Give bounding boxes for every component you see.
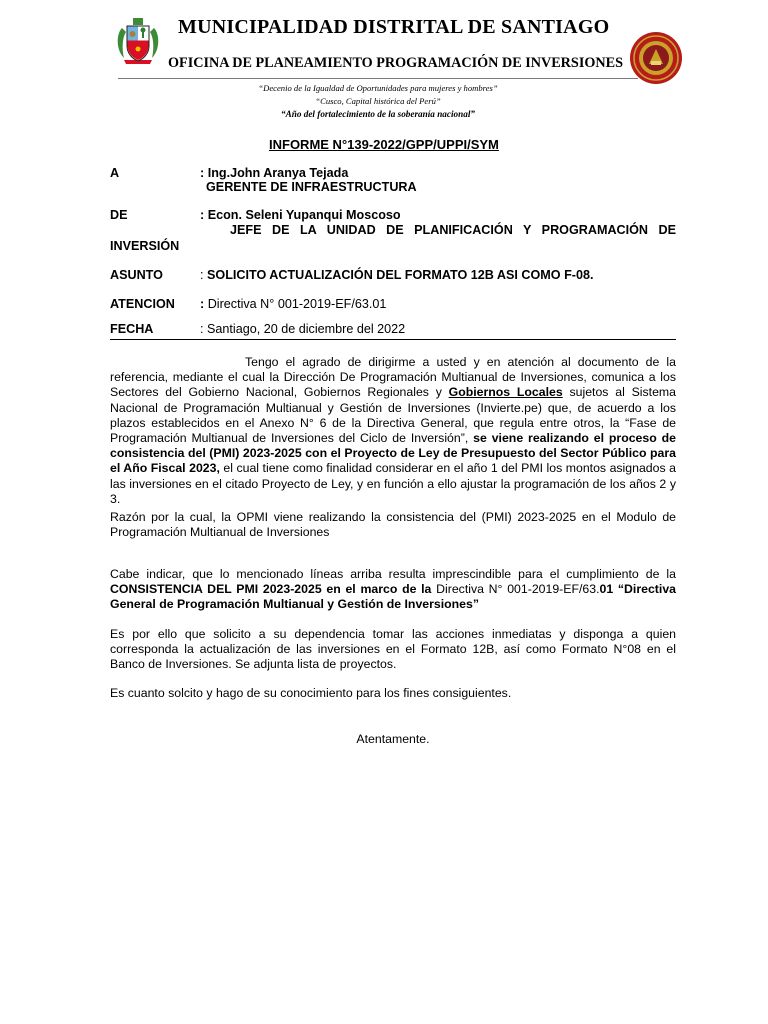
date-label: FECHA — [110, 322, 154, 336]
subject-value — [200, 268, 593, 282]
from-name: : Econ. Seleni Yupanqui Moscoso — [200, 208, 401, 222]
p1-text-d: se viene realizando el proceso de consistencia del (PMI) 2023-2025 con el Proyecto de Ley de Presupuesto del Sector Público para el Año Fiscal 2023, — [110, 431, 676, 476]
report-title: INFORME N°139-2022/GPP/UPPI/SYM — [269, 137, 499, 152]
attention-label: ATENCION — [110, 297, 175, 311]
motto-line-2: “Cusco, Capital histórica del Perú” — [315, 96, 441, 106]
attention-value — [200, 297, 386, 311]
peru-coat-of-arms-icon — [112, 16, 164, 68]
p3-text-b: CONSISTENCIA DEL PMI 2023-2025 en el marco de la — [110, 582, 432, 597]
p3-text-d: 01 “Directiva General de Programación Multianual y Gestión de Inversiones” — [110, 582, 676, 612]
attention-colon: : — [200, 297, 208, 311]
institution-title: MUNICIPALIDAD DISTRITAL DE SANTIAGO — [178, 16, 610, 38]
motto-line-3: “Año del fortalecimiento de la soberanía nacional” — [281, 109, 475, 119]
attention-text: Directiva N° 001-2019-EF/63.01 — [207, 297, 387, 311]
from-label: DE — [110, 208, 128, 222]
paragraph-4: Es por ello que solicito a su dependencia tomar las acciones inmediatas y disponga a quien corresponda la actualización de las inversiones en el Formato 12B, así como Formato N°08 en el Banco de Inversiones. Se adjunta lista de proyectos. — [110, 627, 676, 672]
address-divider — [110, 339, 676, 340]
to-role: GERENTE DE INFRAESTRUCTURA — [206, 180, 417, 194]
from-role-text: JEFE DE LA UNIDAD DE PLANIFICACIÓN Y PROGRAMACIÓN DE — [230, 223, 676, 237]
closing-salutation: Atentamente. — [356, 732, 430, 746]
p3-text-a: Cabe indicar, que lo mencionado líneas arriba resulta imprescindible para el cumplimiento de la — [110, 567, 676, 581]
from-role — [110, 223, 676, 237]
p1-text-c: sujetos al Sistema Nacional de Programación Multianual y Gestión de Inversiones (Invierte.pe) que, de acuerdo a los plazos establecidos en el Anexo N° 6 de la Directiva General, que regula entre otros, la “Fase de Programación Multianual de Inversiones del Ciclo de Inversión”, — [110, 385, 677, 446]
date-value: : Santiago, 20 de diciembre del 2022 — [200, 322, 406, 336]
p3-text-c: Directiva N° 001-2019-EF/63. — [431, 582, 600, 597]
paragraph-3 — [110, 567, 676, 613]
p1-text-a: Tengo el agrado de dirigirme a usted y en atención al documento de la referencia, mediante el cual la Dirección De Programación Multianual de Inversiones, comunica a los Sectores del Gobierno Nacional, Gobiernos Regionales y — [110, 355, 676, 400]
paragraph-5: Es cuanto solcito y hago de su conocimiento para los fines consiguientes. — [110, 686, 512, 700]
subject-label: ASUNTO — [110, 268, 163, 282]
p1-text-e: el cual tiene como finalidad considerar en el año 1 del PMI los montos asignados a las inversiones en el citado Proyecto de Ley, y en función a ello ajustar la programación de los años 2 y 3. — [110, 461, 676, 506]
to-name: : Ing.John Aranya Tejada — [200, 166, 349, 180]
subject-colon: : — [200, 268, 207, 282]
municipal-seal-icon — [629, 31, 683, 85]
subject-text: SOLICITO ACTUALIZACIÓN DEL FORMATO 12B ASI COMO F-08. — [207, 268, 594, 282]
paragraph-2: Razón por la cual, la OPMI viene realizando la consistencia del (PMI) 2023-2025 en el Modulo de Programación Multianual de Inversiones — [110, 510, 676, 540]
paragraph-1 — [110, 355, 676, 507]
motto-line-1: “Decenio de la Igualdad de Oportunidades para mujeres y hombres” — [258, 83, 498, 93]
to-label: A — [110, 166, 120, 180]
p1-text-b: Gobiernos Locales — [448, 385, 563, 400]
from-role-continued: INVERSIÓN — [110, 239, 180, 253]
office-subtitle: OFICINA DE PLANEAMIENTO PROGRAMACIÓN DE INVERSIONES — [168, 55, 623, 71]
header-divider — [118, 78, 638, 79]
